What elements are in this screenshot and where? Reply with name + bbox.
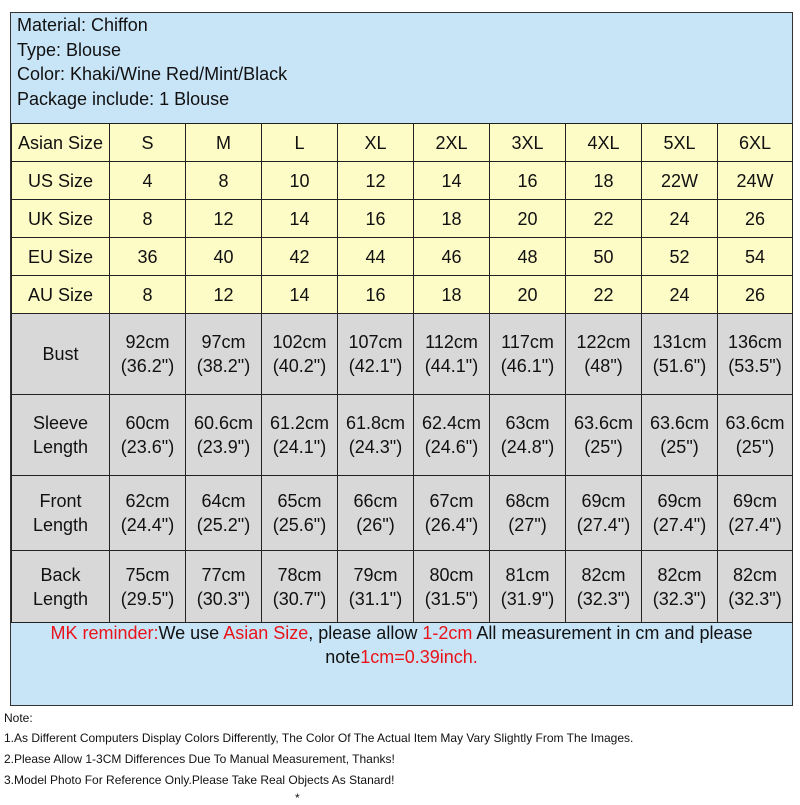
reminder-tolerance: 1-2cm (422, 623, 473, 643)
measurement-cell (490, 395, 566, 476)
measurement-cm: 69cm (581, 491, 626, 511)
measurement-inch: (31.5") (424, 588, 479, 609)
measurement-cm: 122cm (576, 332, 631, 352)
measurement-inch: (26.4") (424, 515, 479, 535)
table-cell: 14 (262, 276, 338, 314)
table-cell: 14 (262, 200, 338, 238)
measurement-cell (262, 395, 338, 476)
material-line: Material: Chiffon (17, 15, 148, 35)
measurement-cell (718, 314, 793, 395)
column-header-size: M (186, 124, 262, 162)
table-cell: 16 (338, 276, 414, 314)
measurement-cell (262, 476, 338, 551)
measurement-cm: 68cm (505, 491, 550, 511)
measurement-inch: (48") (584, 356, 623, 376)
measurement-cm: 64cm (201, 491, 246, 511)
measurement-cell (338, 395, 414, 476)
type-line: Type: Blouse (17, 40, 122, 60)
table-cell: 12 (186, 276, 262, 314)
measurement-cell (642, 314, 718, 395)
measurement-cell (490, 551, 566, 623)
column-header-size: S (110, 124, 186, 162)
row-label: AU Size (12, 276, 110, 314)
measurement-cm: 63.6cm (573, 413, 634, 433)
measurement-cm: 66cm (353, 491, 398, 511)
row-label-line: Sleeve (32, 413, 89, 433)
row-label (12, 476, 110, 551)
measurement-cm: 65cm (277, 491, 322, 511)
row-label-line: Back (40, 564, 81, 585)
row-label: EU Size (12, 238, 110, 276)
measurement-cell (566, 476, 642, 551)
measurement-inch: (29.5") (120, 588, 175, 609)
measurement-cell (338, 314, 414, 395)
measurement-inch: (23.6") (120, 437, 175, 457)
measurement-inch: (42.1") (348, 356, 403, 376)
table-cell: 24 (642, 276, 718, 314)
table-cell: 10 (262, 162, 338, 200)
measurement-cell (566, 395, 642, 476)
row-label-line: Front (39, 491, 82, 511)
note-title: Note: (4, 711, 33, 725)
measurement-cell (110, 551, 186, 623)
table-cell: 12 (186, 200, 262, 238)
measurement-cm: 117cm (501, 332, 554, 352)
reminder-note-word: note (325, 647, 361, 667)
measurement-inch: (25") (584, 437, 623, 457)
measurement-inch: (26") (356, 515, 395, 535)
table-cell: 48 (490, 238, 566, 276)
measurement-cell (490, 476, 566, 551)
row-label-line: Length (32, 437, 89, 457)
mk-reminder (11, 621, 792, 669)
measurement-cm: 63.6cm (725, 413, 785, 433)
column-header-size: 3XL (490, 124, 566, 162)
row-label-line: Length (32, 515, 89, 535)
table-row (12, 162, 793, 200)
measurement-cell (642, 551, 718, 623)
note-line-3: 3.Model Photo For Reference Only.Please Take Real Objects As Stanard! (4, 773, 395, 787)
table-cell: 24W (718, 162, 793, 200)
reminder-asian-size: Asian Size (223, 623, 309, 643)
measurement-cell (718, 395, 793, 476)
measurement-cm: 78cm (277, 564, 322, 585)
measurement-inch: (36.2") (120, 356, 175, 376)
measurement-cm: 75cm (125, 564, 170, 585)
measurement-cm: 81cm (505, 564, 550, 585)
reminder-prefix: MK reminder: (50, 623, 159, 643)
measurement-inch: (24.8") (500, 437, 555, 457)
row-label-line: Length (32, 588, 89, 609)
table-cell: 16 (338, 200, 414, 238)
measurement-cm: 92cm (125, 332, 170, 352)
table-cell: 16 (490, 162, 566, 200)
measurement-inch: (32.3") (576, 588, 631, 609)
measurement-inch: (51.6") (652, 356, 707, 376)
table-cell: 8 (110, 200, 186, 238)
table-cell: 40 (186, 238, 262, 276)
table-cell: 12 (338, 162, 414, 200)
measurement-cell (338, 551, 414, 623)
measurement-cm: 82cm (657, 564, 702, 585)
measurement-cm: 97cm (201, 332, 246, 352)
table-cell: 22W (642, 162, 718, 200)
row-label (12, 395, 110, 476)
measurement-inch: (25") (660, 437, 699, 457)
measurement-inch: (31.9") (500, 588, 555, 609)
measurement-cell (718, 551, 793, 623)
measurement-inch: (44.1") (424, 356, 479, 376)
measurement-inch: (53.5") (728, 356, 782, 376)
reminder-text-3: All measurement in cm and please (472, 623, 753, 643)
measurement-inch: (40.2") (272, 356, 327, 376)
measurement-cell (490, 314, 566, 395)
table-cell: 20 (490, 200, 566, 238)
measurement-cm: 80cm (429, 564, 474, 585)
measurement-cell (262, 314, 338, 395)
measurement-inch: (27.4") (728, 515, 782, 535)
table-row (12, 551, 793, 623)
measurement-cm: 107cm (348, 332, 403, 352)
measurement-cm: 62.4cm (421, 413, 482, 433)
measurement-inch: (27.4") (576, 515, 631, 535)
table-cell: 8 (186, 162, 262, 200)
size-table (11, 123, 793, 623)
measurement-cell (642, 476, 718, 551)
measurement-cm: 61.2cm (269, 413, 330, 433)
measurement-cm: 60.6cm (193, 413, 254, 433)
measurement-cell (110, 395, 186, 476)
table-cell: 42 (262, 238, 338, 276)
note-line-1: 1.As Different Computers Display Colors Differently, The Color Of The Actual Item May Vary Slightly From The Images. (4, 731, 634, 745)
measurement-cm: 69cm (657, 491, 702, 511)
row-label-line: Bust (42, 344, 79, 364)
reminder-text-1: We use (158, 623, 224, 643)
measurement-inch: (30.3") (196, 588, 251, 609)
measurement-inch: (46.1") (500, 356, 555, 376)
measurement-cell (186, 314, 262, 395)
measurement-cm: 136cm (727, 332, 783, 352)
measurement-inch: (25.6") (272, 515, 327, 535)
row-label: US Size (12, 162, 110, 200)
row-label (12, 314, 110, 395)
column-header-size: 6XL (718, 124, 793, 162)
measurement-inch: (24.1") (272, 437, 327, 457)
table-cell: 22 (566, 200, 642, 238)
reminder-conversion: 1cm=0.39inch. (360, 647, 478, 667)
table-row (12, 238, 793, 276)
table-cell: 18 (414, 200, 490, 238)
measurement-cm: 67cm (429, 491, 474, 511)
package-line: Package include: 1 Blouse (17, 89, 230, 109)
measurement-cell (110, 314, 186, 395)
trailing-mark: * (295, 791, 300, 805)
measurement-inch: (25.2") (196, 515, 251, 535)
measurement-cm: 61.8cm (345, 413, 406, 433)
measurement-cell (414, 314, 490, 395)
measurement-cell (186, 395, 262, 476)
measurement-inch: (27.4") (652, 515, 707, 535)
table-cell: 20 (490, 276, 566, 314)
measurement-inch: (24.6") (424, 437, 479, 457)
measurement-cell (718, 476, 793, 551)
column-header-size: 2XL (414, 124, 490, 162)
measurement-inch: (32.3") (728, 588, 782, 609)
table-row (12, 476, 793, 551)
table-cell: 50 (566, 238, 642, 276)
measurement-inch: (24.3") (348, 437, 403, 457)
table-cell: 54 (718, 238, 793, 276)
measurement-cell (414, 395, 490, 476)
measurement-cm: 69cm (732, 491, 777, 511)
table-cell: 18 (414, 276, 490, 314)
measurement-cell (262, 551, 338, 623)
table-cell: 18 (566, 162, 642, 200)
measurement-cell (186, 476, 262, 551)
size-chart-panel (10, 12, 793, 706)
table-cell: 44 (338, 238, 414, 276)
measurement-cell (566, 551, 642, 623)
measurement-inch: (30.7") (272, 588, 327, 609)
measurement-inch: (38.2") (196, 356, 251, 376)
table-header-row (12, 124, 793, 162)
measurement-inch: (25") (735, 437, 775, 457)
row-label (12, 551, 110, 623)
measurement-cell (110, 476, 186, 551)
table-cell: 14 (414, 162, 490, 200)
measurement-inch: (23.9") (196, 437, 251, 457)
table-cell: 8 (110, 276, 186, 314)
table-cell: 4 (110, 162, 186, 200)
measurement-inch: (24.4") (120, 515, 175, 535)
table-cell: 24 (642, 200, 718, 238)
measurement-cm: 77cm (201, 564, 246, 585)
table-cell: 36 (110, 238, 186, 276)
measurement-cm: 131cm (652, 332, 707, 352)
column-header-size: 5XL (642, 124, 718, 162)
row-label: UK Size (12, 200, 110, 238)
measurement-cm: 102cm (272, 332, 327, 352)
measurement-inch: (31.1") (348, 588, 403, 609)
measurement-cell (186, 551, 262, 623)
table-cell: 26 (718, 276, 793, 314)
measurement-cm: 63.6cm (649, 413, 710, 433)
table-row (12, 314, 793, 395)
table-cell: 22 (566, 276, 642, 314)
measurement-cm: 62cm (125, 491, 170, 511)
table-cell: 26 (718, 200, 793, 238)
measurement-cell (566, 314, 642, 395)
measurement-cm: 112cm (425, 332, 478, 352)
measurement-inch: (32.3") (652, 588, 707, 609)
column-header-size: 4XL (566, 124, 642, 162)
measurement-cell (414, 476, 490, 551)
note-line-2: 2.Please Allow 1-3CM Differences Due To Manual Measurement, Thanks! (4, 752, 395, 766)
measurement-inch: (27") (508, 515, 547, 535)
measurement-cm: 60cm (125, 413, 170, 433)
measurement-cm: 82cm (732, 564, 777, 585)
measurement-cm: 82cm (581, 564, 626, 585)
color-line: Color: Khaki/Wine Red/Mint/Black (17, 64, 288, 84)
measurement-cell (338, 476, 414, 551)
measurement-cell (642, 395, 718, 476)
table-row (12, 395, 793, 476)
column-header-asian-size: Asian Size (12, 124, 110, 162)
table-cell: 52 (642, 238, 718, 276)
table-cell: 46 (414, 238, 490, 276)
column-header-size: L (262, 124, 338, 162)
column-header-size: XL (338, 124, 414, 162)
reminder-text-2: , please allow (308, 623, 423, 643)
table-row (12, 276, 793, 314)
measurement-cm: 79cm (353, 564, 398, 585)
measurement-cell (414, 551, 490, 623)
table-row (12, 200, 793, 238)
measurement-cm: 63cm (505, 413, 550, 433)
